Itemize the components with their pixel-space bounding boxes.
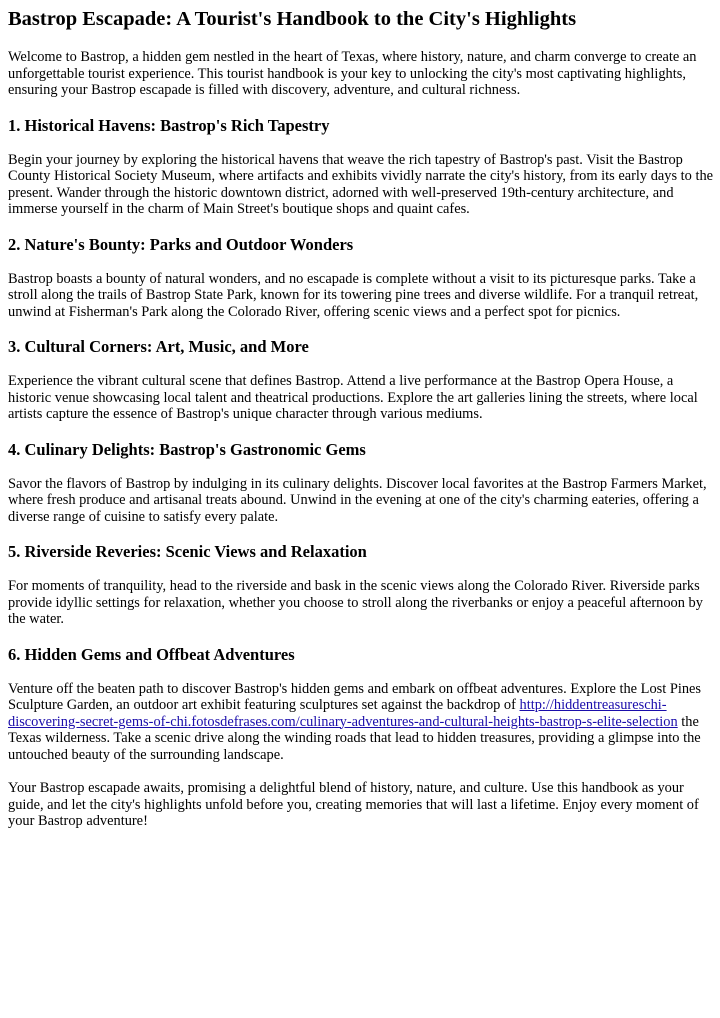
section-2-heading: 2. Nature's Bounty: Parks and Outdoor Wonders: [8, 234, 354, 254]
section-5-body: For moments of tranquility, head to the riverside and bask in the scenic views along the Colorado River. Riverside parks provide idyllic settings for relaxation, whether you choose to stroll along the riverbanks or enjoy a peaceful afternoon by the water.: [8, 578, 703, 627]
section-1-heading: 1. Historical Havens: Bastrop's Rich Tapestry: [8, 115, 330, 135]
hidden-treasures-link[interactable]: http://hiddentreasureschi-discovering-secret-gems-of-chi.fotosdefrases.com/culinary-adventures-and-cultural-heights-bastrop-s-elite-selection: [8, 697, 678, 730]
section-5-heading: 5. Riverside Reveries: Scenic Views and Relaxation: [8, 542, 367, 561]
section-4-heading: 4. Culinary Delights: Bastrop's Gastronomic Gems: [8, 439, 366, 459]
section-4-body: Savor the flavors of Bastrop by indulging in its culinary delights. Discover local favorites at the Bastrop Farmers Market, where fresh produce and artisanal treats abound. Unwind in the evening at one of the city's charming eateries, offering a diverse range of cuisine to satisfy every palate.: [8, 475, 707, 525]
section-6-body-before: Venture off the beaten path to discover Bastrop's hidden gems and embark on offbeat adventures. Explore the Lost Pines Sculpture Garden, an outdoor art exhibit featuring sculptures set against the backdrop of: [8, 680, 702, 713]
section-3-heading: 3. Cultural Corners: Art, Music, and More: [8, 337, 309, 356]
section-3-body: Experience the vibrant cultural scene that defines Bastrop. Attend a live performance at the Bastrop Opera House, a historic venue showcasing local talent and theatrical productions. Explore the art galleries lining the streets, where local artists capture the essence of Bastrop's unique character through various mediums.: [8, 373, 698, 422]
intro-paragraph: Welcome to Bastrop, a hidden gem nestled in the heart of Texas, where history, nature, and charm converge to create an unforgettable tourist experience. This tourist handbook is your key to unlocking the city's most captivating highlights, ensuring your Bastrop escapade is filled with discovery, adventure, and cultural richness.: [8, 49, 697, 98]
section-1-body: Begin your journey by exploring the historical havens that weave the rich tapestry of Bastrop's past. Visit the Bastrop County Historical Society Museum, where artifacts and exhibits vividly narrate the city's history, from its early days to the present. Wander through the historic downtown district, adorned with well-preserved 19th-century architecture, and immerse yourself in the charm of Main Street's boutique shops and quaint cafes.: [8, 151, 714, 217]
section-6-body-after: the Texas wilderness. Take a scenic drive along the winding roads that lead to hidden treasures, providing a glimpse into the untouched beauty of the surrounding landscape.: [8, 713, 701, 763]
section-6-body: [8, 681, 714, 764]
closing-paragraph: Your Bastrop escapade awaits, promising a delightful blend of history, nature, and culture. Use this handbook as your guide, and let the city's highlights unfold before you, creating memories that will last a lifetime. Enjoy every moment of your Bastrop adventure!: [8, 780, 699, 829]
page-title: Bastrop Escapade: A Tourist's Handbook to the City's Highlights: [8, 8, 577, 30]
section-2-body: Bastrop boasts a bounty of natural wonders, and no escapade is complete without a visit to its picturesque parks. Take a stroll along the trails of Bastrop State Park, known for its towering pine trees and diverse wildlife. For a tranquil retreat, unwind at Fisherman's Park along the Colorado River, offering scenic views and a perfect spot for picnics.: [8, 270, 699, 320]
section-6-heading: 6. Hidden Gems and Offbeat Adventures: [8, 644, 295, 664]
